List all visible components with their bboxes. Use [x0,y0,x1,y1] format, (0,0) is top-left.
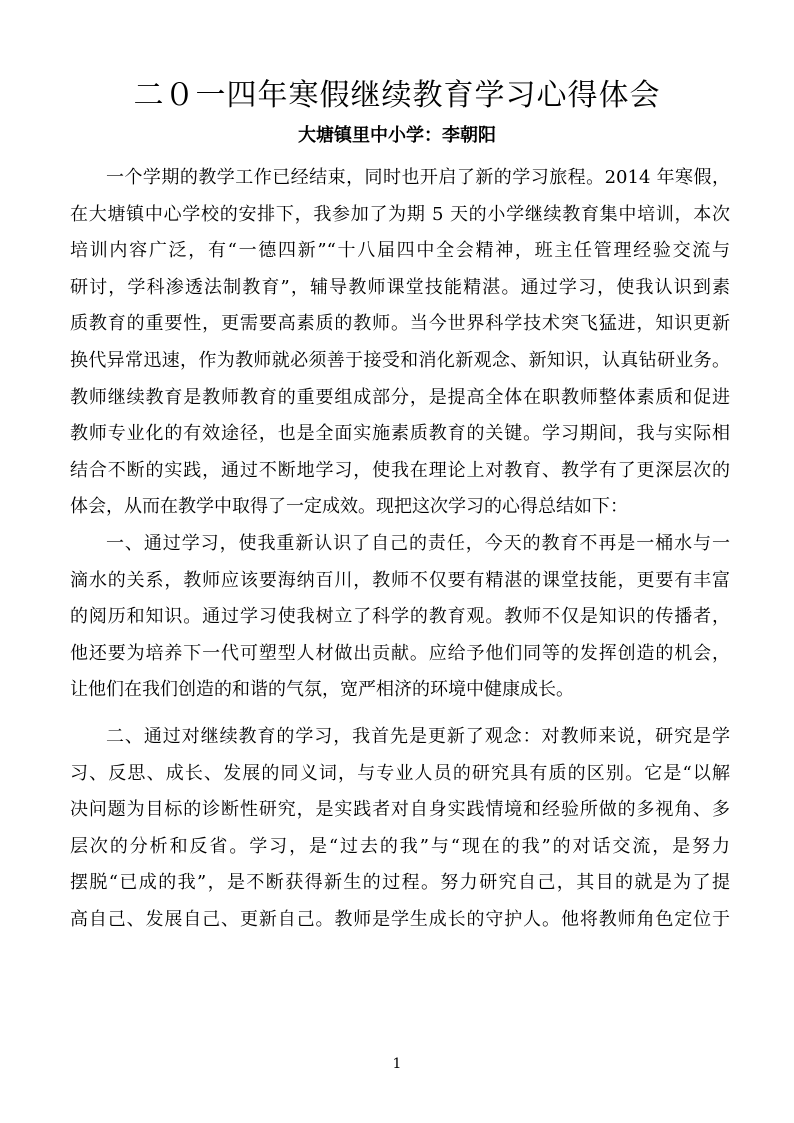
text-line: 质教育的重要性，更需要高素质的教师。当今世界科学技术突飞猛进，知识更新 [70,313,730,335]
text-line: 摆脱“已成的我”，是不断获得新生的过程。努力研究自己，其目的就是为了提 [70,872,730,894]
text-line: 决问题为目标的诊断性研究，是实践者对自身实践情境和经验所做的多视角、多 [70,799,730,821]
text-line: 研讨，学科渗透法制教育”，辅导教师课堂技能精湛。通过学习，使我认识到素 [70,276,730,298]
author-line: 大塘镇里中小学：李朝阳 [298,125,496,146]
document-title: 二０一四年寒假继续教育学习心得体会 [133,78,661,113]
paragraph-3 [70,719,730,939]
text-line: 让他们在我们创造的和谐的气氛，宽严相济的环境中健康成长。 [70,679,574,701]
text-line: 换代异常迅速，作为教师就必须善于接受和消化新观念、新知识，认真钻研业务。 [70,349,730,371]
text-line: 培训内容广泛，有“一德四新”“十八届四中全会精神，班主任管理经验交流与 [70,240,730,262]
text-line: 高自己、发展自己、更新自己。教师是学生成长的守护人。他将教师角色定位于 [70,908,730,930]
text-line: 体会，从而在教学中取得了一定成效。现把这次学习的心得总结如下： [70,496,628,518]
text-line: 的阅历和知识。通过学习使我树立了科学的教育观。教师不仅是知识的传播者， [70,606,730,628]
text-line: 他还要为培养下一代可塑型人材做出贡献。应给予他们同等的发挥创造的机会， [70,642,730,664]
text-line: 一个学期的教学工作已经结束，同时也开启了新的学习旅程。2014 年寒假， [106,167,730,188]
text-line: 结合不断的实践，通过不断地学习，使我在理论上对教育、教学有了更深层次的 [70,459,730,481]
text-line: 教师继续教育是教师教育的重要组成部分，是提高全体在职教师整体素质和促进 [70,386,730,408]
text-line: 在大塘镇中心学校的安排下，我参加了为期 5 天的小学继续教育集中培训，本次 [70,203,730,225]
document-body [70,160,730,938]
paragraph-1 [70,160,730,526]
paragraph-2 [70,526,730,709]
text-line: 习、反思、成长、发展的同义词，与专业人员的研究具有质的区别。它是“以解 [70,762,730,784]
page-number: 1 [392,1056,402,1072]
paragraph-gap [70,709,730,719]
text-line: 滴水的关系，教师应该要海纳百川，教师不仅要有精湛的课堂技能，更要有丰富 [70,569,730,591]
text-line: 层次的分析和反省。学习，是“过去的我”与“现在的我”的对话交流，是努力 [70,835,730,857]
text-line: 教师专业化的有效途径，也是全面实施素质教育的关键。学习期间，我与实际相 [70,423,730,445]
text-line: 一、通过学习，使我重新认识了自己的责任，今天的教育不再是一桶水与一 [106,532,730,554]
text-line: 二、通过对继续教育的学习，我首先是更新了观念：对教师来说，研究是学 [106,725,730,747]
